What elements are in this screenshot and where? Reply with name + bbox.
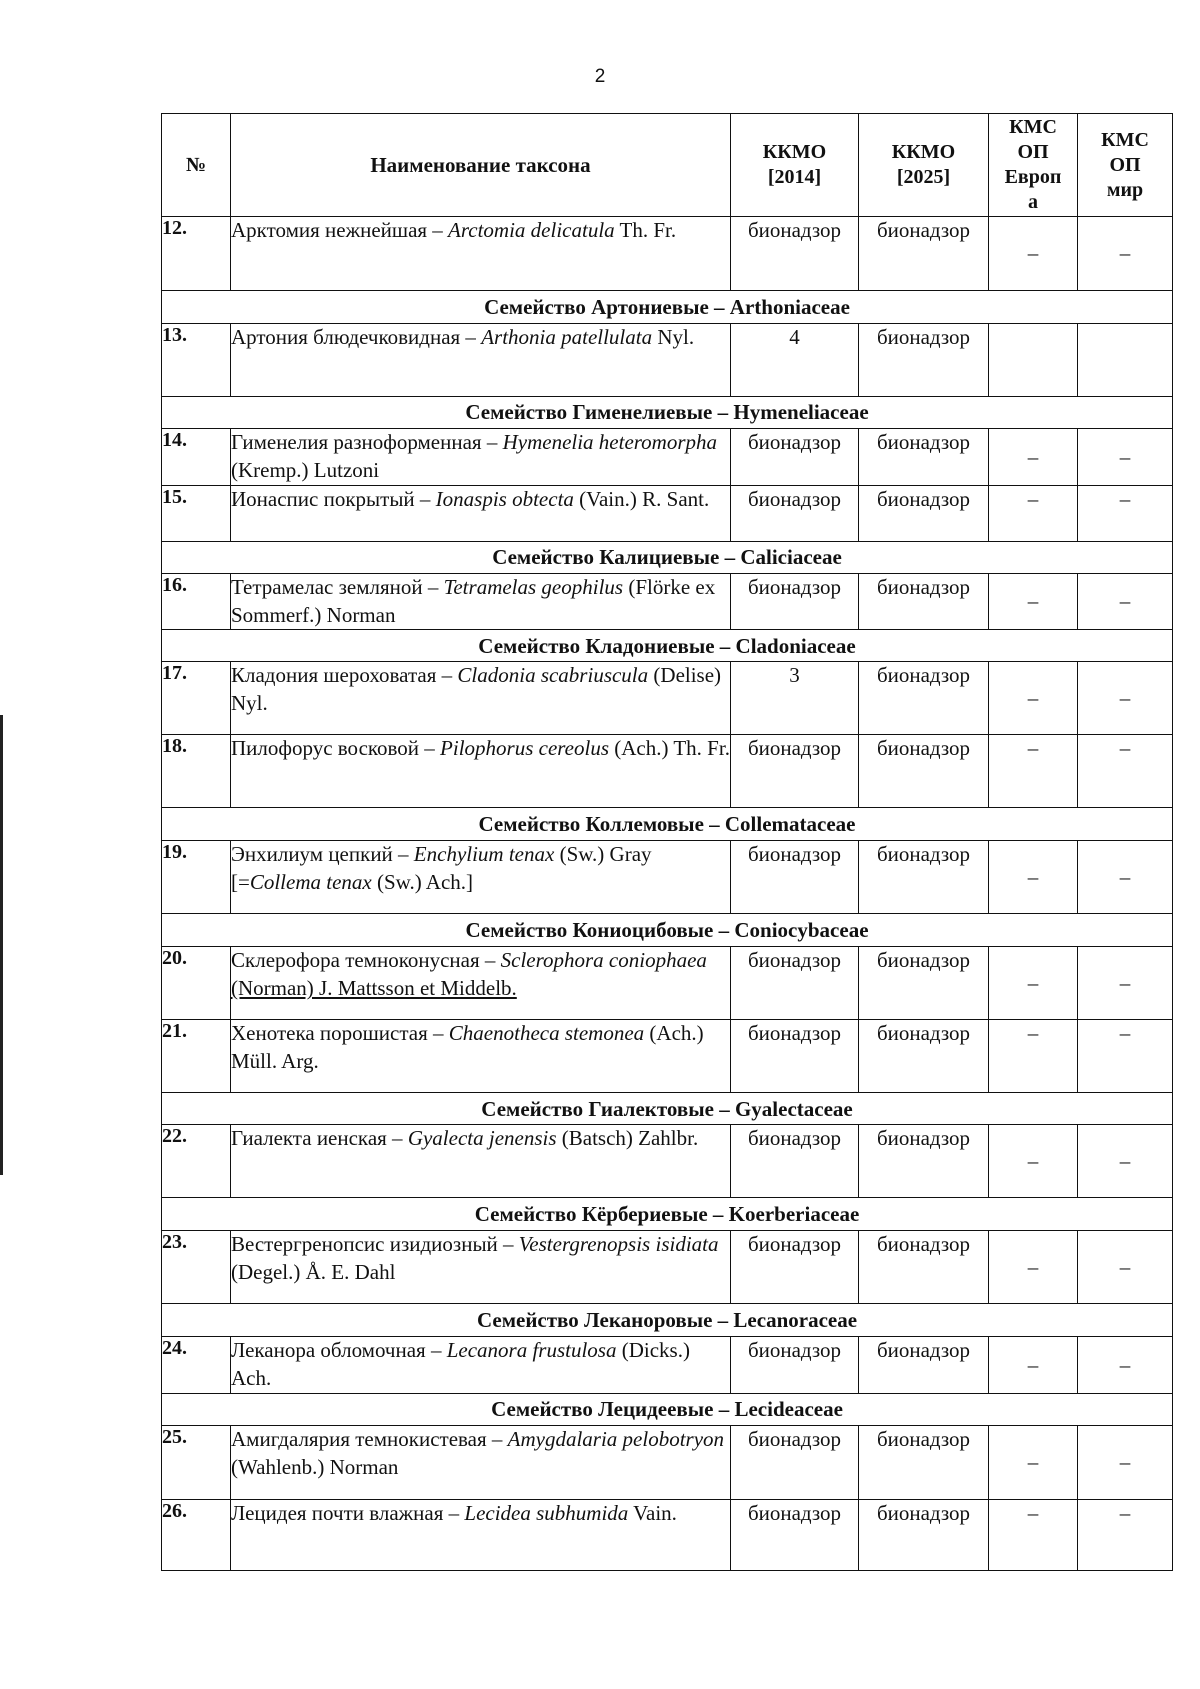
taxon-russian-name: Арктомия нежнейшая – bbox=[231, 218, 449, 242]
kkmo-2014-status: бионадзор bbox=[731, 1231, 859, 1304]
kkmo-2014-status: бионадзор bbox=[731, 486, 859, 542]
header-kms-europe-line4: а bbox=[1028, 191, 1038, 213]
taxon-name bbox=[231, 1425, 731, 1499]
family-row bbox=[162, 1304, 1173, 1337]
taxon-latin-name: Sclerophora coniophaea bbox=[500, 948, 707, 973]
header-kkmo-2014-line2: [2014] bbox=[767, 166, 822, 188]
taxon-author: (Dicks.) Ach. bbox=[231, 1338, 690, 1391]
taxon-name bbox=[231, 1499, 731, 1570]
taxon-author: Nyl. bbox=[652, 325, 695, 349]
header-kms-world-line2: ОП bbox=[1109, 153, 1141, 176]
taxon-russian-name: Гиалекта иенская – bbox=[231, 1126, 408, 1151]
row-number: 14. bbox=[162, 429, 231, 486]
family-heading: Семейство Леканоровые – Lecanoraceae bbox=[162, 1304, 1173, 1337]
kkmo-2014-status: бионадзор bbox=[731, 429, 859, 486]
row-number: 19. bbox=[162, 841, 231, 914]
taxon-author: (Ach.) Th. Fr. bbox=[609, 736, 730, 761]
taxon-name bbox=[231, 1125, 731, 1198]
kkmo-2025-status: бионадзор bbox=[859, 1499, 989, 1570]
family-row bbox=[162, 1393, 1173, 1425]
row-number: 25. bbox=[162, 1425, 231, 1499]
table-row bbox=[162, 217, 1173, 291]
taxon-latin-name: Ionaspis obtecta bbox=[435, 487, 574, 511]
taxon-russian-name: Склерофора темноконусная – bbox=[231, 948, 501, 973]
kkmo-2025-status: бионадзор bbox=[859, 841, 989, 914]
taxon-russian-name: Амигдалярия темнокистевая – bbox=[231, 1426, 508, 1451]
taxon-latin-name: Hymenelia heteromorpha bbox=[502, 430, 718, 454]
header-kms-world bbox=[1078, 114, 1173, 217]
row-number: 24. bbox=[162, 1337, 231, 1393]
kms-world-status: – bbox=[1078, 1125, 1173, 1198]
family-heading: Семейство Кладониевые – Cladoniaceae bbox=[162, 630, 1173, 662]
taxon-latin-name: Pilophorus cereolus bbox=[440, 736, 610, 761]
kkmo-2014-status: бионадзор bbox=[731, 947, 859, 1020]
taxon-latin-name: Chaenotheca stemonea bbox=[448, 1021, 645, 1046]
row-number: 21. bbox=[162, 1020, 231, 1093]
row-number: 20. bbox=[162, 947, 231, 1020]
row-number: 15. bbox=[162, 486, 231, 542]
table-row bbox=[162, 1499, 1173, 1570]
header-kms-world-line1: КМС bbox=[1101, 128, 1149, 151]
kms-world-status: – bbox=[1078, 1499, 1173, 1570]
family-heading: Семейство Лецидеевые – Lecideaceae bbox=[162, 1393, 1173, 1425]
taxon-russian-name: Вестергренопсис изидиозный – bbox=[231, 1232, 519, 1257]
taxa-table bbox=[161, 113, 1173, 1571]
table-row bbox=[162, 662, 1173, 735]
kms-world-status: – bbox=[1078, 574, 1173, 630]
taxon-name bbox=[231, 735, 731, 808]
taxon-russian-name: Гименелия разноформенная – bbox=[231, 430, 503, 454]
kkmo-2014-status: бионадзор bbox=[731, 217, 859, 291]
kms-world-status: – bbox=[1078, 662, 1173, 735]
kkmo-2025-status: бионадзор bbox=[859, 662, 989, 735]
kkmo-2025-status: бионадзор bbox=[859, 1125, 989, 1198]
kms-europe-status: – bbox=[989, 217, 1078, 291]
header-kkmo-2025-line1: ККМО bbox=[891, 141, 956, 163]
header-kkmo-2025-line2: [2025] bbox=[896, 166, 951, 188]
header-num: № bbox=[162, 114, 231, 217]
family-row bbox=[162, 397, 1173, 429]
taxon-russian-name: Тетрамелас земляной – bbox=[231, 575, 444, 599]
kms-europe-status: – bbox=[989, 841, 1078, 914]
kkmo-2025-status: бионадзор bbox=[859, 324, 989, 397]
taxon-russian-name: Пилофорус восковой – bbox=[231, 736, 441, 761]
page-number: 2 bbox=[594, 66, 606, 87]
kms-europe-status: – bbox=[989, 429, 1078, 486]
table-row bbox=[162, 324, 1173, 397]
kkmo-2025-status: бионадзор bbox=[859, 1231, 989, 1304]
kms-europe-status: – bbox=[989, 1125, 1078, 1198]
taxon-name bbox=[231, 1337, 731, 1393]
taxon-author: (Degel.) Å. E. Dahl bbox=[231, 1260, 396, 1285]
taxon-author: (Sw.) Gray [= bbox=[231, 842, 652, 895]
kms-europe-status: – bbox=[989, 947, 1078, 1020]
row-number: 16. bbox=[162, 574, 231, 630]
scan-edge-mark bbox=[0, 715, 3, 1175]
kkmo-2025-status: бионадзор bbox=[859, 217, 989, 291]
kms-europe-status: – bbox=[989, 574, 1078, 630]
family-heading: Семейство Кониоцибовые – Coniocybaceae bbox=[162, 914, 1173, 947]
taxon-latin-name: Vestergrenopsis isidiata bbox=[518, 1232, 719, 1257]
kms-europe-status: – bbox=[989, 1425, 1078, 1499]
header-kkmo-2025 bbox=[859, 114, 989, 217]
family-row bbox=[162, 1198, 1173, 1231]
table-header-row bbox=[162, 114, 1173, 217]
table-row bbox=[162, 429, 1173, 486]
taxon-latin-name: Arctomia delicatula bbox=[448, 218, 615, 242]
kkmo-2014-status: бионадзор bbox=[731, 1425, 859, 1499]
kms-europe-status: – bbox=[989, 735, 1078, 808]
taxon-latin-name: Cladonia scabriuscula bbox=[457, 663, 649, 688]
kms-europe-status: – bbox=[989, 1337, 1078, 1393]
family-heading: Семейство Коллемовые – Collemataceae bbox=[162, 808, 1173, 841]
kms-world-status: – bbox=[1078, 1425, 1173, 1499]
taxon-russian-name: Артония блюдечковидная – bbox=[231, 325, 482, 349]
taxon-russian-name: Лецидея почти влажная – bbox=[231, 1500, 465, 1525]
row-number: 12. bbox=[162, 217, 231, 291]
taxon-name bbox=[231, 486, 731, 542]
row-number: 23. bbox=[162, 1231, 231, 1304]
taxon-name bbox=[231, 1231, 731, 1304]
header-kms-world-line3: мир bbox=[1106, 178, 1144, 201]
taxon-author: (Flörke ex Sommerf.) Norman bbox=[231, 575, 716, 627]
taxon-name bbox=[231, 217, 731, 291]
kms-world-status: – bbox=[1078, 841, 1173, 914]
kkmo-2014-status: 4 bbox=[731, 324, 859, 397]
family-heading: Семейство Артониевые – Arthoniaceae bbox=[162, 291, 1173, 324]
taxon-russian-name: Леканора обломочная – bbox=[231, 1338, 447, 1363]
kms-europe-status bbox=[989, 324, 1078, 397]
kms-world-status bbox=[1078, 324, 1173, 397]
taxon-author: (Delise) Nyl. bbox=[231, 663, 722, 716]
kkmo-2025-status: бионадзор bbox=[859, 735, 989, 808]
kms-europe-status: – bbox=[989, 1499, 1078, 1570]
taxon-synonym-author: (Sw.) Ach.] bbox=[371, 870, 474, 895]
family-row bbox=[162, 808, 1173, 841]
family-row bbox=[162, 1093, 1173, 1125]
kkmo-2025-status: бионадзор bbox=[859, 947, 989, 1020]
taxon-latin-name: Enchylium tenax bbox=[413, 842, 555, 867]
kms-world-status: – bbox=[1078, 1337, 1173, 1393]
header-kms-europe bbox=[989, 114, 1078, 217]
kkmo-2014-status: бионадзор bbox=[731, 1337, 859, 1393]
header-kms-europe-line3: Европ bbox=[1004, 166, 1062, 188]
table-row bbox=[162, 1337, 1173, 1393]
header-kms-europe-line2: ОП bbox=[1017, 141, 1049, 163]
kms-world-status: – bbox=[1078, 429, 1173, 486]
header-taxon-name: Наименование таксона bbox=[231, 114, 731, 217]
kkmo-2014-status: бионадзор bbox=[731, 1020, 859, 1093]
table-row bbox=[162, 841, 1173, 914]
taxon-latin-name: Lecanora frustulosa bbox=[446, 1338, 617, 1363]
table-row bbox=[162, 1020, 1173, 1093]
taxon-name bbox=[231, 841, 731, 914]
row-number: 13. bbox=[162, 324, 231, 397]
kms-world-status: – bbox=[1078, 735, 1173, 808]
taxon-russian-name: Кладония шероховатая – bbox=[231, 663, 458, 688]
kkmo-2025-status: бионадзор bbox=[859, 429, 989, 486]
kkmo-2014-status: бионадзор bbox=[731, 735, 859, 808]
taxon-name bbox=[231, 574, 731, 630]
family-heading: Семейство Калициевые – Caliciaceae bbox=[162, 542, 1173, 574]
kkmo-2014-status: бионадзор bbox=[731, 841, 859, 914]
kms-world-status: – bbox=[1078, 1231, 1173, 1304]
kms-europe-status: – bbox=[989, 662, 1078, 735]
family-heading: Семейство Кёрбериевые – Koerberiaceae bbox=[162, 1198, 1173, 1231]
taxon-latin-name: Gyalecta jenensis bbox=[407, 1126, 557, 1151]
taxon-russian-name: Энхилиум цепкий – bbox=[231, 842, 414, 867]
taxon-name bbox=[231, 324, 731, 397]
taxon-russian-name: Ионаспис покрытый – bbox=[231, 487, 436, 511]
kkmo-2014-status: 3 bbox=[731, 662, 859, 735]
taxon-author: (Vain.) R. Sant. bbox=[573, 487, 710, 511]
taxon-author: (Ach.) Müll. Arg. bbox=[231, 1021, 704, 1074]
table-row bbox=[162, 574, 1173, 630]
taxon-latin-name: Amygdalaria pelobotryon bbox=[507, 1426, 725, 1451]
taxon-latin-name: Tetramelas geophilus bbox=[443, 575, 624, 599]
kkmo-2014-status: бионадзор bbox=[731, 1125, 859, 1198]
taxon-author: (Batsch) Zahlbr. bbox=[556, 1126, 699, 1151]
kms-world-status: – bbox=[1078, 486, 1173, 542]
header-kkmo-2014 bbox=[731, 114, 859, 217]
kkmo-2025-status: бионадзор bbox=[859, 486, 989, 542]
taxon-author: Vain. bbox=[628, 1500, 677, 1525]
header-kkmo-2014-line1: ККМО bbox=[762, 141, 827, 163]
taxon-latin-name: Lecidea subhumida bbox=[464, 1500, 629, 1525]
kms-europe-status: – bbox=[989, 1020, 1078, 1093]
table-row bbox=[162, 1425, 1173, 1499]
family-row bbox=[162, 291, 1173, 324]
taxon-name bbox=[231, 1020, 731, 1093]
table-row bbox=[162, 1125, 1173, 1198]
taxon-author: (Wahlenb.) Norman bbox=[231, 1454, 399, 1479]
family-heading: Семейство Гименелиевые – Hymeneliaceae bbox=[162, 397, 1173, 429]
row-number: 17. bbox=[162, 662, 231, 735]
family-row bbox=[162, 542, 1173, 574]
kms-europe-status: – bbox=[989, 1231, 1078, 1304]
table-row bbox=[162, 735, 1173, 808]
taxon-author: (Kremp.) Lutzoni bbox=[231, 457, 380, 482]
kms-world-status: – bbox=[1078, 217, 1173, 291]
taxon-latin-name: Arthonia patellulata bbox=[481, 325, 653, 349]
taxon-name bbox=[231, 662, 731, 735]
kms-world-status: – bbox=[1078, 1020, 1173, 1093]
family-row bbox=[162, 630, 1173, 662]
table-row bbox=[162, 1231, 1173, 1304]
taxon-russian-name: Хенотека порошистая – bbox=[231, 1021, 449, 1046]
row-number: 22. bbox=[162, 1125, 231, 1198]
header-kms-europe-line1: КМС bbox=[1009, 116, 1057, 138]
kms-world-status: – bbox=[1078, 947, 1173, 1020]
taxon-author: Th. Fr. bbox=[614, 218, 677, 242]
table-row bbox=[162, 486, 1173, 542]
taxon-synonym-latin-name: Collema tenax bbox=[249, 870, 372, 895]
kkmo-2014-status: бионадзор bbox=[731, 574, 859, 630]
kkmo-2025-status: бионадзор bbox=[859, 1425, 989, 1499]
kms-europe-status: – bbox=[989, 486, 1078, 542]
family-row bbox=[162, 914, 1173, 947]
table-row bbox=[162, 947, 1173, 1020]
row-number: 18. bbox=[162, 735, 231, 808]
kkmo-2025-status: бионадзор bbox=[859, 574, 989, 630]
taxon-author: (Norman) J. Mattsson et Middelb. bbox=[231, 976, 517, 1001]
kkmo-2014-status: бионадзор bbox=[731, 1499, 859, 1570]
kkmo-2025-status: бионадзор bbox=[859, 1337, 989, 1393]
kkmo-2025-status: бионадзор bbox=[859, 1020, 989, 1093]
taxon-name bbox=[231, 429, 731, 486]
row-number: 26. bbox=[162, 1499, 231, 1570]
family-heading: Семейство Гиалектовые – Gyalectaceae bbox=[162, 1093, 1173, 1125]
taxon-name bbox=[231, 947, 731, 1020]
